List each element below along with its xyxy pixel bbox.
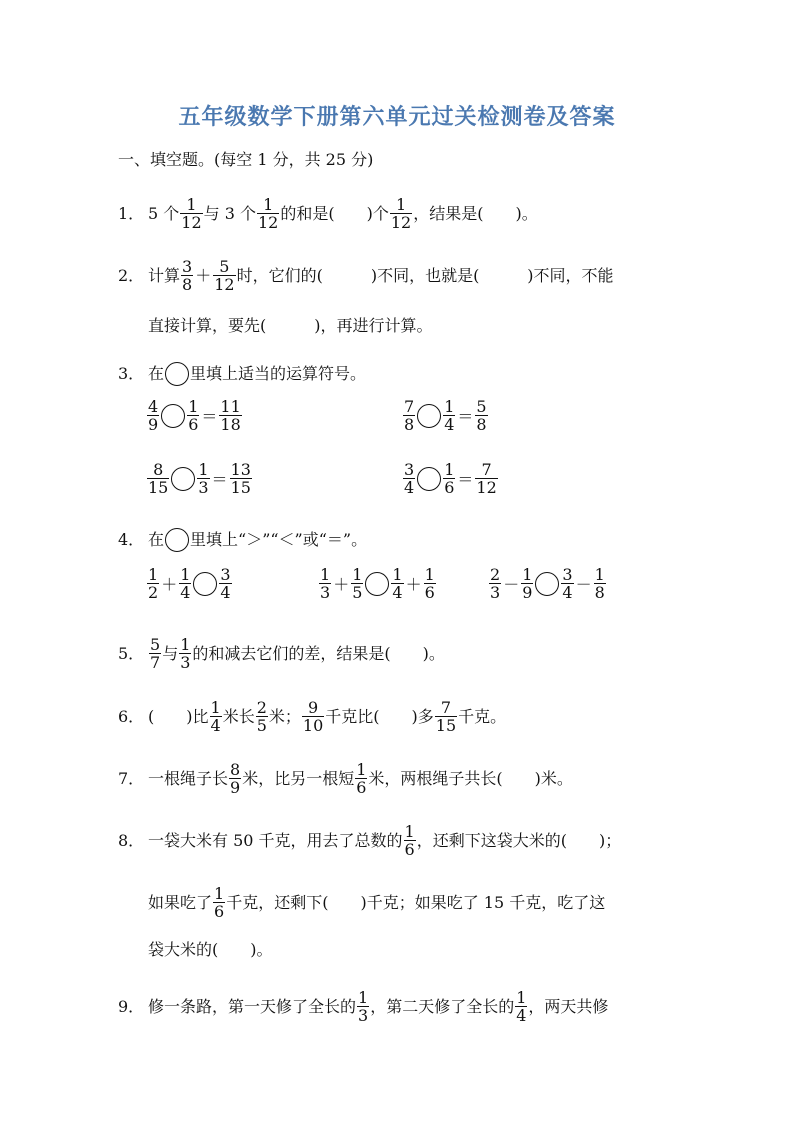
numerator: 1 bbox=[263, 195, 274, 214]
numerator: 1 bbox=[148, 565, 159, 584]
fraction bbox=[403, 398, 415, 433]
denominator: 8 bbox=[182, 275, 193, 294]
numerator: 13 bbox=[230, 460, 251, 479]
fraction bbox=[390, 196, 412, 231]
numerator: 1 bbox=[424, 565, 435, 584]
question-2-line-2 bbox=[148, 316, 433, 336]
numerator: 1 bbox=[358, 988, 369, 1007]
question-number: 8． bbox=[118, 830, 145, 850]
fraction bbox=[404, 823, 416, 858]
fraction bbox=[357, 989, 369, 1024]
numerator: 1 bbox=[516, 988, 527, 1007]
denominator: 5 bbox=[256, 716, 267, 735]
section-heading bbox=[118, 150, 373, 170]
fraction bbox=[443, 398, 455, 433]
numerator: 1 bbox=[392, 565, 403, 584]
question-text: 千克。 bbox=[458, 706, 507, 726]
numerator: 3 bbox=[182, 257, 193, 276]
question-text: 5 个 bbox=[148, 203, 180, 223]
question-text: ，两天共修 bbox=[528, 996, 609, 1016]
numerator: 1 bbox=[198, 460, 209, 479]
numerator: 5 bbox=[476, 397, 487, 416]
denominator: 18 bbox=[220, 415, 241, 434]
equation-3a bbox=[146, 398, 243, 433]
answer-circle[interactable] bbox=[365, 572, 389, 596]
denominator: 6 bbox=[214, 902, 225, 921]
fraction bbox=[355, 761, 367, 796]
question-text: 与 3 个 bbox=[203, 203, 256, 223]
answer-circle[interactable] bbox=[535, 572, 559, 596]
fraction bbox=[594, 566, 606, 601]
answer-circle[interactable] bbox=[417, 404, 441, 428]
numerator: 1 bbox=[180, 565, 191, 584]
question-text: 里填上“＞”“＜”或“＝”。 bbox=[190, 530, 368, 549]
fraction bbox=[180, 196, 202, 231]
fraction bbox=[391, 566, 403, 601]
denominator: 15 bbox=[148, 478, 169, 497]
equals-sign: ＝ bbox=[457, 470, 474, 489]
question-text: ，结果是( )。 bbox=[413, 203, 538, 223]
numerator: 1 bbox=[444, 460, 455, 479]
answer-circle[interactable] bbox=[165, 362, 189, 386]
question-text: 米长 bbox=[222, 706, 255, 726]
question-text: ，还剩下这袋大米的( )； bbox=[416, 830, 622, 850]
numerator: 3 bbox=[562, 565, 573, 584]
fraction bbox=[147, 566, 159, 601]
question-9 bbox=[118, 989, 608, 1024]
fraction bbox=[229, 761, 241, 796]
numerator: 1 bbox=[214, 884, 225, 903]
numerator: 1 bbox=[210, 698, 221, 717]
fraction bbox=[561, 566, 573, 601]
operator: － bbox=[575, 575, 592, 594]
question-number: 5． bbox=[118, 643, 145, 663]
question-number: 6． bbox=[118, 706, 145, 726]
question-text: 时，它们的( )不同，也就是( )不同，不能 bbox=[236, 265, 614, 285]
fraction bbox=[424, 566, 436, 601]
equation-3b bbox=[402, 398, 489, 433]
answer-circle[interactable] bbox=[193, 572, 217, 596]
numerator: 5 bbox=[219, 257, 230, 276]
answer-circle[interactable] bbox=[165, 528, 189, 552]
fraction bbox=[179, 566, 191, 601]
fraction bbox=[179, 636, 191, 671]
question-text: 米，比另一根短 bbox=[242, 768, 355, 788]
question-4 bbox=[118, 528, 367, 552]
denominator: 4 bbox=[220, 583, 231, 602]
question-8-line-2 bbox=[148, 885, 605, 920]
denominator: 12 bbox=[181, 213, 202, 232]
equals-sign: ＝ bbox=[457, 407, 474, 426]
denominator: 6 bbox=[404, 840, 415, 859]
question-text: 在 bbox=[148, 364, 165, 383]
fraction bbox=[257, 196, 279, 231]
numerator: 1 bbox=[404, 822, 415, 841]
operator: － bbox=[503, 575, 520, 594]
numerator: 1 bbox=[395, 195, 407, 214]
fraction bbox=[403, 461, 415, 496]
numerator: 1 bbox=[320, 565, 331, 584]
denominator: 15 bbox=[435, 716, 457, 735]
fraction bbox=[197, 461, 209, 496]
fraction bbox=[147, 461, 169, 496]
question-text: 的和减去它们的差，结果是( )。 bbox=[192, 643, 445, 663]
operator: ＋ bbox=[333, 575, 350, 594]
fraction bbox=[515, 989, 527, 1024]
question-text: 的和是( )个 bbox=[280, 203, 389, 223]
comparison-4c bbox=[488, 566, 607, 601]
question-text: ( )比 bbox=[148, 706, 209, 726]
fraction bbox=[219, 398, 241, 433]
denominator: 5 bbox=[352, 583, 363, 602]
answer-circle[interactable] bbox=[171, 467, 195, 491]
question-text: 计算 bbox=[148, 265, 181, 285]
denominator: 4 bbox=[444, 415, 455, 434]
numerator: 1 bbox=[188, 397, 199, 416]
numerator: 4 bbox=[148, 397, 159, 416]
numerator: 5 bbox=[150, 635, 161, 654]
comparison-4a bbox=[146, 566, 233, 601]
denominator: 3 bbox=[490, 583, 501, 602]
numerator: 1 bbox=[180, 635, 191, 654]
fraction bbox=[210, 699, 222, 734]
numerator: 1 bbox=[186, 195, 197, 214]
question-number: 4． bbox=[118, 530, 145, 549]
question-text: 一袋大米有 50 千克，用去了总数的 bbox=[148, 830, 403, 850]
numerator: 9 bbox=[307, 698, 319, 717]
equation-3c bbox=[146, 461, 253, 496]
equals-sign: ＝ bbox=[211, 470, 228, 489]
numerator: 1 bbox=[352, 565, 363, 584]
question-text: 米，两根绳子共长( )米。 bbox=[368, 768, 573, 788]
denominator: 4 bbox=[180, 583, 191, 602]
question-text: 里填上适当的运算符号。 bbox=[190, 364, 367, 383]
fraction bbox=[351, 566, 363, 601]
numerator: 1 bbox=[522, 565, 533, 584]
question-text: 米； bbox=[268, 706, 301, 726]
comparison-4b bbox=[318, 566, 437, 601]
fraction bbox=[256, 699, 268, 734]
question-text: 袋大米的( )。 bbox=[148, 940, 273, 959]
question-5 bbox=[118, 636, 445, 671]
numerator: 3 bbox=[404, 460, 415, 479]
numerator: 7 bbox=[404, 397, 415, 416]
operator: ＋ bbox=[195, 265, 212, 285]
question-7 bbox=[118, 761, 573, 796]
denominator: 4 bbox=[210, 716, 221, 735]
operator: ＋ bbox=[405, 575, 422, 594]
denominator: 15 bbox=[230, 478, 251, 497]
denominator: 6 bbox=[188, 415, 199, 434]
question-text: 直接计算，要先( )，再进行计算。 bbox=[148, 316, 433, 335]
question-number: 1． bbox=[118, 203, 145, 223]
fraction bbox=[213, 885, 225, 920]
denominator: 9 bbox=[522, 583, 533, 602]
fraction bbox=[181, 258, 193, 293]
question-text: 如果吃了 bbox=[148, 892, 213, 912]
numerator: 1 bbox=[444, 397, 455, 416]
question-number: 9． bbox=[118, 996, 145, 1016]
question-text: ，第二天修了全长的 bbox=[370, 996, 515, 1016]
fraction bbox=[489, 566, 501, 601]
denominator: 8 bbox=[404, 415, 415, 434]
question-number: 3． bbox=[118, 364, 145, 383]
fraction bbox=[219, 566, 231, 601]
question-text: 千克比( )多 bbox=[325, 706, 434, 726]
denominator: 3 bbox=[198, 478, 209, 497]
numerator: 2 bbox=[490, 565, 501, 584]
numerator: 3 bbox=[220, 565, 231, 584]
question-2 bbox=[118, 258, 614, 293]
denominator: 12 bbox=[476, 478, 497, 497]
numerator: 1 bbox=[594, 565, 605, 584]
question-8 bbox=[118, 823, 621, 858]
fraction bbox=[443, 461, 455, 496]
fraction bbox=[521, 566, 533, 601]
fraction bbox=[319, 566, 331, 601]
denominator: 12 bbox=[390, 213, 412, 232]
denominator: 3 bbox=[358, 1006, 369, 1025]
denominator: 8 bbox=[476, 415, 487, 434]
denominator: 12 bbox=[258, 213, 279, 232]
question-text: 一根绳子长 bbox=[148, 768, 229, 788]
fraction bbox=[435, 699, 457, 734]
question-text: 在 bbox=[148, 530, 165, 549]
denominator: 2 bbox=[148, 583, 159, 602]
question-text: 与 bbox=[162, 643, 179, 663]
page-title: 五年级数学下册第六单元过关检测卷及答案 bbox=[178, 105, 616, 130]
numerator: 2 bbox=[256, 698, 267, 717]
numerator: 7 bbox=[440, 698, 452, 717]
fraction bbox=[187, 398, 199, 433]
denominator: 7 bbox=[150, 653, 161, 672]
denominator: 10 bbox=[302, 716, 324, 735]
denominator: 6 bbox=[444, 478, 455, 497]
numerator: 1 bbox=[356, 760, 367, 779]
fraction bbox=[149, 636, 161, 671]
section-label: 一、填空题。(每空 1 分，共 25 分) bbox=[118, 150, 374, 169]
denominator: 8 bbox=[594, 583, 605, 602]
fraction bbox=[475, 398, 487, 433]
denominator: 4 bbox=[392, 583, 403, 602]
numerator: 8 bbox=[230, 760, 241, 779]
denominator: 6 bbox=[356, 778, 367, 797]
answer-circle[interactable] bbox=[417, 467, 441, 491]
question-1 bbox=[118, 196, 538, 231]
numerator: 7 bbox=[481, 460, 492, 479]
fraction bbox=[475, 461, 497, 496]
equation-3d bbox=[402, 461, 499, 496]
denominator: 9 bbox=[230, 778, 241, 797]
denominator: 4 bbox=[404, 478, 415, 497]
fraction bbox=[147, 398, 159, 433]
denominator: 3 bbox=[180, 653, 191, 672]
equals-sign: ＝ bbox=[201, 407, 218, 426]
fraction bbox=[213, 258, 235, 293]
answer-circle[interactable] bbox=[161, 404, 185, 428]
fraction bbox=[230, 461, 252, 496]
denominator: 4 bbox=[516, 1006, 527, 1025]
question-text: 千克，还剩下( )千克；如果吃了 15 千克，吃了这 bbox=[226, 892, 606, 912]
operator: ＋ bbox=[161, 575, 178, 594]
question-number: 7． bbox=[118, 768, 145, 788]
denominator: 4 bbox=[562, 583, 573, 602]
fraction bbox=[302, 699, 324, 734]
numerator: 8 bbox=[153, 460, 164, 479]
denominator: 9 bbox=[148, 415, 159, 434]
denominator: 6 bbox=[424, 583, 435, 602]
denominator: 3 bbox=[320, 583, 331, 602]
numerator: 11 bbox=[220, 397, 241, 416]
question-6 bbox=[118, 699, 506, 734]
question-3 bbox=[118, 362, 366, 386]
denominator: 12 bbox=[214, 275, 235, 294]
question-text: 修一条路，第一天修了全长的 bbox=[148, 996, 357, 1016]
question-8-line-3 bbox=[148, 940, 273, 960]
question-number: 2． bbox=[118, 265, 145, 285]
